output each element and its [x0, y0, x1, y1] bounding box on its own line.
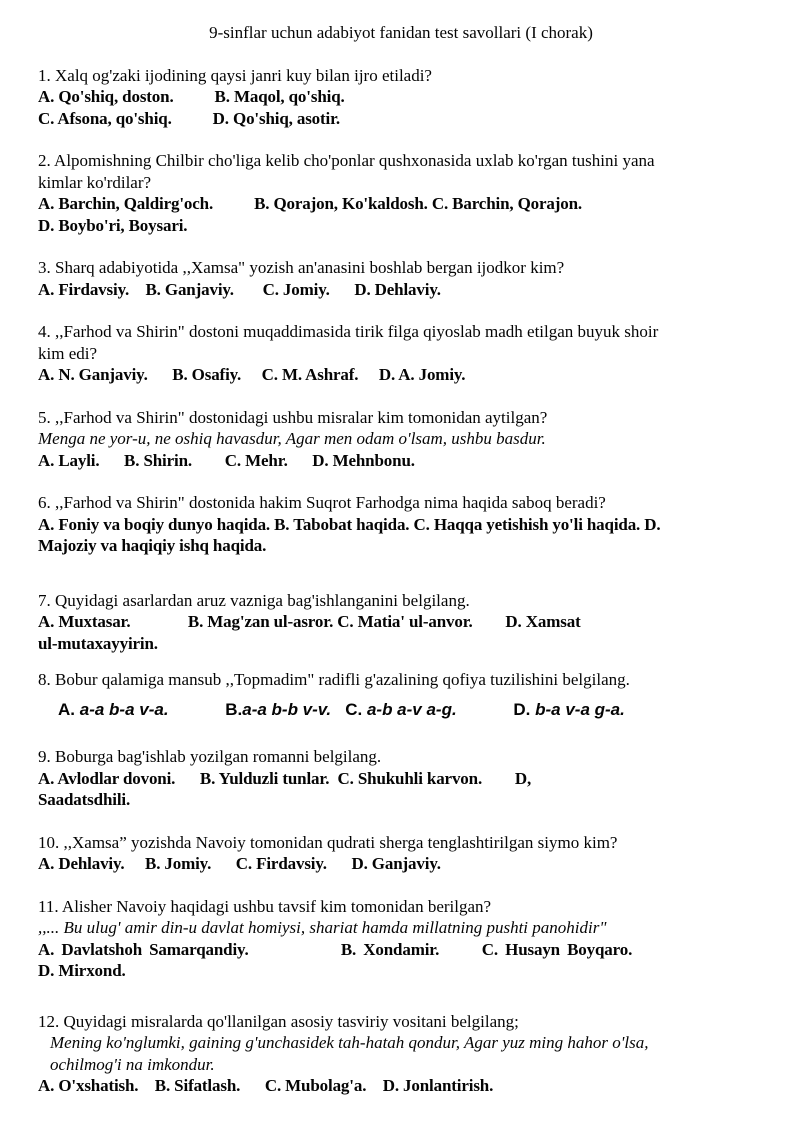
question-2-text-line-2: kimlar ko'rdilar?	[38, 172, 152, 192]
question-6-options-line-1: A. Foniy va boqiy dunyo haqida. B. Tabobat haqida. C. Haqqa yetishish yo'li haqida. D.	[38, 514, 661, 534]
question-9-text: 9. Boburga bag'ishlab yozilgan romanni belgilang.	[38, 747, 382, 766]
question-8-options	[38, 699, 764, 721]
question-5	[38, 407, 764, 472]
option-gap	[331, 700, 345, 719]
option-b-label: B.	[225, 699, 243, 719]
question-4-options: A. N. Ganjaviy. B. Osafiy. C. M. Ashraf. D. A. Jomiy.	[38, 365, 466, 384]
question-4-text-line-2: kim edi?	[38, 343, 98, 363]
question-7	[38, 590, 764, 655]
option-c-pattern: a-b a-v a-g.	[366, 699, 457, 719]
question-2-options-line-2: D. Boybo'ri, Boysari.	[38, 215, 188, 235]
question-11-options-line-2: D. Mirxond.	[38, 961, 126, 980]
option-d-pattern: b-a v-a g-a.	[535, 699, 625, 719]
question-8-text: 8. Bobur qalamiga mansub ,,Topmadim" radifli g'azalining qofiya tuzilishini belgilang.	[38, 670, 630, 689]
question-6	[38, 492, 764, 557]
question-1	[38, 65, 764, 130]
question-11-text: 11. Alisher Navoiy haqidagi ushbu tavsif kim tomonidan berilgan?	[38, 896, 492, 916]
question-12-quote-line-2: ochilmog'i na imkondur.	[50, 1054, 215, 1074]
question-2-options-line-1: A. Barchin, Qaldirg'och. B. Qorajon, Ko'kaldosh. C. Barchin, Qorajon.	[38, 194, 583, 213]
question-12-quote-line-1: Mening ko'nglumki, gaining g'unchasidek tah-hatah qondur, Agar yuz ming hahor o'lsa,	[50, 1033, 649, 1052]
option-a-pattern: a-a b-a v-a.	[79, 699, 169, 719]
question-1-text: 1. Xalq og'zaki ijodining qaysi janri kuy bilan ijro etiladi?	[38, 65, 432, 85]
question-12-options: A. O'xshatish. B. Sifatlash. C. Mubolag'a. D. Jonlantirish.	[38, 1076, 494, 1095]
question-3-options: A. Firdavsiy. B. Ganjaviy. C. Jomiy. D. Dehlaviy.	[38, 279, 441, 299]
question-7-text: 7. Quyidagi asarlardan aruz vazniga bag'ishlanganini belgilang.	[38, 590, 470, 610]
question-9	[38, 746, 764, 811]
question-2	[38, 150, 764, 236]
question-5-text: 5. ,,Farhod va Shirin" dostonidagi ushbu misralar kim tomonidan aytilgan?	[38, 407, 548, 427]
question-7-options-line-2: ul-mutaxayyirin.	[38, 633, 158, 653]
question-11-quote: ,,... Bu ulug' amir din-u davlat homiysi, shariat hamda millatning pushti panohidir"	[38, 918, 607, 937]
option-gap	[457, 700, 514, 719]
question-1-options-line-1: A. Qo'shiq, doston. B. Maqol, qo'shiq.	[38, 87, 345, 106]
option-d-label: D.	[513, 699, 536, 719]
question-12	[38, 1011, 764, 1097]
question-5-quote: Menga ne yor-u, ne oshiq havasdur, Agar men odam o'lsam, ushbu basdur.	[38, 429, 546, 448]
question-3	[38, 257, 764, 300]
question-11	[38, 896, 764, 982]
option-a-label: A.	[58, 699, 80, 719]
question-10	[38, 832, 764, 875]
question-4-text-line-1: 4. ,,Farhod va Shirin" dostoni muqaddimasida tirik filga qiyoslab madh etilgan buyuk shoir	[38, 322, 659, 341]
question-2-text-line-1: 2. Alpomishning Chilbir cho'liga kelib cho'ponlar qushxonasida uxlab ko'rgan tushini yana	[38, 151, 655, 170]
option-gap	[169, 700, 226, 719]
question-11-options-line-1: A. Davlatshoh Samarqandiy. B. Xondamir. C. Husayn Boyqaro.	[38, 939, 633, 959]
question-12-text: 12. Quyidagi misralarda qo'llanilgan asosiy tasviriy vositani belgilang;	[38, 1011, 519, 1031]
question-5-options: A. Layli. B. Shirin. C. Mehr. D. Mehnbonu.	[38, 450, 415, 470]
question-8	[38, 669, 764, 720]
question-9-options-line-2: Saadatsdhili.	[38, 790, 131, 809]
question-6-text: 6. ,,Farhod va Shirin" dostonida hakim Suqrot Farhodga nima haqida saboq beradi?	[38, 493, 606, 512]
question-10-text: 10. ,,Xamsa” yozishda Navoiy tomonidan qudrati sherga tenglashtirilgan siymo kim?	[38, 832, 618, 852]
question-7-options-line-1: A. Muxtasar. B. Mag'zan ul-asror. C. Matia' ul-anvor. D. Xamsat	[38, 612, 581, 631]
document-title: 9-sinflar uchun adabiyot fanidan test savollari (I chorak)	[209, 23, 593, 42]
question-9-options-line-1: A. Avlodlar dovoni. B. Yulduzli tunlar. C. Shukuhli karvon. D,	[38, 768, 532, 788]
question-1-options-line-2: C. Afsona, qo'shiq. D. Qo'shiq, asotir.	[38, 108, 341, 128]
question-4	[38, 321, 764, 386]
question-3-text: 3. Sharq adabiyotida ,,Xamsa" yozish an'anasini boshlab bergan ijodkor kim?	[38, 258, 565, 277]
option-c-label: C.	[345, 699, 367, 719]
question-6-options-line-2: Majoziy va haqiqiy ishq haqida.	[38, 536, 267, 555]
question-10-options: A. Dehlaviy. B. Jomiy. C. Firdavsiy. D. Ganjaviy.	[38, 854, 441, 873]
option-b-pattern: a-a b-b v-v.	[242, 699, 332, 719]
